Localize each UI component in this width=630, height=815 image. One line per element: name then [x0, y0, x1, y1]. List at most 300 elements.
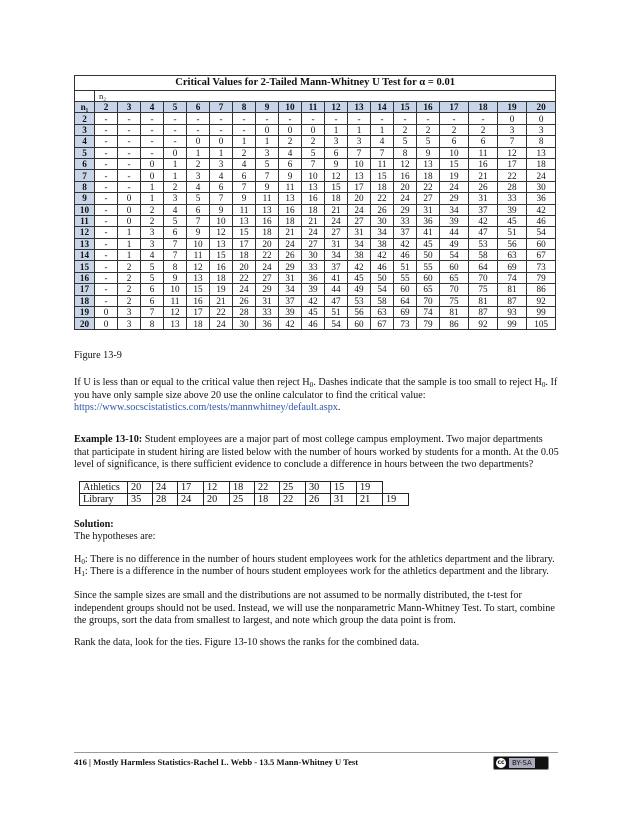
table-cell: 33 — [256, 307, 279, 318]
table-cell: - — [118, 181, 141, 192]
table-cell: - — [417, 113, 440, 124]
table-cell: 36 — [417, 215, 440, 226]
table-cell: 1 — [118, 238, 141, 249]
table-cell: - — [95, 284, 118, 295]
table-cell: 42 — [279, 318, 302, 329]
table-cell: 3 — [210, 158, 233, 169]
table-cell: - — [95, 272, 118, 283]
column-header: 17 — [440, 102, 469, 113]
table-cell: 15 — [187, 284, 210, 295]
table-cell: 31 — [279, 272, 302, 283]
table-cell: - — [233, 113, 256, 124]
table-cell: 20 — [348, 193, 371, 204]
hours-data-table — [79, 481, 409, 506]
table-cell: 2 — [164, 181, 187, 192]
table-cell: 7 — [164, 250, 187, 261]
table-cell: 21 — [469, 170, 498, 181]
table-cell: 9 — [279, 170, 302, 181]
table-cell: 13 — [233, 215, 256, 226]
table-cell: 65 — [417, 284, 440, 295]
table-cell: 29 — [440, 193, 469, 204]
table-cell: 54 — [325, 318, 348, 329]
table-cell: 3 — [141, 227, 164, 238]
column-header: 6 — [187, 102, 210, 113]
table-cell: 4 — [279, 147, 302, 158]
table-cell: 46 — [371, 261, 394, 272]
table-cell: 64 — [394, 295, 417, 306]
table-cell: 87 — [469, 307, 498, 318]
table-cell: 26 — [233, 295, 256, 306]
table-cell: 37 — [325, 261, 348, 272]
table-cell: 6 — [210, 181, 233, 192]
table-cell: 3 — [164, 193, 187, 204]
table-cell: 42 — [527, 204, 556, 215]
table-cell: 12 — [187, 261, 210, 272]
row-header: 12 — [75, 227, 95, 238]
table-cell: - — [95, 204, 118, 215]
table-cell: 5 — [141, 261, 164, 272]
row-header: 20 — [75, 318, 95, 329]
table-cell: - — [95, 261, 118, 272]
table-cell: 3 — [141, 238, 164, 249]
alternative-hypothesis: $H_1$: There is a difference in the number of hours student employees work for the athletics department and the library. — [74, 566, 549, 578]
table-cell: 3 — [498, 124, 527, 135]
table-cell: 42 — [348, 261, 371, 272]
column-header: 5 — [164, 102, 187, 113]
table-row — [75, 318, 556, 329]
table-cell: 53 — [469, 238, 498, 249]
table-row — [75, 170, 556, 181]
table-cell: 9 — [417, 147, 440, 158]
row-header: 19 — [75, 307, 95, 318]
table-cell: 7 — [348, 147, 371, 158]
table-cell: - — [118, 170, 141, 181]
table-cell: 11 — [371, 158, 394, 169]
table-cell: 1 — [118, 250, 141, 261]
table-cell: 18 — [371, 181, 394, 192]
table-cell: - — [95, 295, 118, 306]
table-cell: 20 — [256, 238, 279, 249]
table-cell: 13 — [256, 204, 279, 215]
table-cell: 1 — [256, 136, 279, 147]
column-header: 10 — [279, 102, 302, 113]
table-cell: 36 — [302, 272, 325, 283]
table-cell: 1 — [210, 147, 233, 158]
library-value: 31 — [331, 494, 357, 506]
column-header: 9 — [256, 102, 279, 113]
table-cell: 21 — [279, 227, 302, 238]
table-cell: 21 — [325, 204, 348, 215]
table-cell: 9 — [164, 272, 187, 283]
table-cell: 10 — [187, 238, 210, 249]
table-cell: 7 — [210, 193, 233, 204]
table-cell: 4 — [210, 170, 233, 181]
table-cell: 60 — [394, 284, 417, 295]
table-cell: 2 — [440, 124, 469, 135]
table-cell: - — [394, 113, 417, 124]
table-cell: 12 — [394, 158, 417, 169]
table-cell: 6 — [325, 147, 348, 158]
table-cell: 30 — [233, 318, 256, 329]
table-cell: 18 — [187, 318, 210, 329]
table-cell: 22 — [210, 307, 233, 318]
table-cell: 0 — [527, 113, 556, 124]
row-header: 14 — [75, 250, 95, 261]
table-cell: 18 — [302, 204, 325, 215]
table-cell: 1 — [348, 124, 371, 135]
table-cell: - — [95, 124, 118, 135]
table-cell: 60 — [417, 272, 440, 283]
table-cell: 51 — [325, 307, 348, 318]
table-cell: 15 — [233, 227, 256, 238]
table-cell: 79 — [527, 272, 556, 283]
row-header: 9 — [75, 193, 95, 204]
table-cell: 12 — [210, 227, 233, 238]
table-row — [75, 261, 556, 272]
table-cell: 18 — [325, 193, 348, 204]
library-value: 20 — [204, 494, 230, 506]
table-cell: 56 — [498, 238, 527, 249]
table-cell: 64 — [469, 261, 498, 272]
athletics-value: 19 — [357, 482, 383, 494]
athletics-row — [80, 482, 409, 494]
table-cell: 26 — [371, 204, 394, 215]
table-cell: - — [187, 124, 210, 135]
table-cell: 69 — [498, 261, 527, 272]
table-cell: 7 — [187, 215, 210, 226]
table-cell: 31 — [469, 193, 498, 204]
table-cell: 3 — [348, 136, 371, 147]
row-header: 13 — [75, 238, 95, 249]
table-cell: 50 — [371, 272, 394, 283]
table-cell: 0 — [118, 204, 141, 215]
table-cell: 28 — [233, 307, 256, 318]
table-cell: - — [233, 124, 256, 135]
table-cell: 7 — [164, 238, 187, 249]
table-cell: 10 — [210, 215, 233, 226]
table-cell: 2 — [118, 284, 141, 295]
table-row — [75, 284, 556, 295]
table-cell: 70 — [417, 295, 440, 306]
table-cell: 5 — [141, 272, 164, 283]
table-cell: 0 — [95, 307, 118, 318]
table-cell: 24 — [210, 318, 233, 329]
table-cell: 9 — [325, 158, 348, 169]
table-cell: 0 — [210, 136, 233, 147]
example-paragraph: Example 13-10: Student employees are a major part of most college campus employment. Two major departments that participate in student hiring are listed below with the number of hours worked by students for a month. At the 0.05 level of significance, is there sufficient evidence to conclude a difference in hours between the two departments? — [74, 434, 559, 471]
table-cell: 6 — [440, 136, 469, 147]
table-cell: 4 — [187, 181, 210, 192]
table-cell: 49 — [348, 284, 371, 295]
table-cell: 75 — [469, 284, 498, 295]
table-cell: 3 — [325, 136, 348, 147]
row-header: 4 — [75, 136, 95, 147]
table-cell: 16 — [302, 193, 325, 204]
row-header: 10 — [75, 204, 95, 215]
row-header: 17 — [75, 284, 95, 295]
table-cell: 0 — [279, 124, 302, 135]
library-value: 19 — [383, 494, 409, 506]
table-cell: 9 — [256, 181, 279, 192]
table-cell: 60 — [440, 261, 469, 272]
column-header: 14 — [371, 102, 394, 113]
table-cell: 31 — [325, 238, 348, 249]
table-cell: 17 — [498, 158, 527, 169]
table-cell: 20 — [394, 181, 417, 192]
table-row — [75, 124, 556, 135]
table-cell: 8 — [527, 136, 556, 147]
table-row — [75, 147, 556, 158]
table-cell: - — [95, 170, 118, 181]
row-header: 11 — [75, 215, 95, 226]
table-cell: 60 — [348, 318, 371, 329]
table-cell: - — [118, 136, 141, 147]
table-cell: 99 — [527, 307, 556, 318]
table-cell: - — [118, 158, 141, 169]
table-cell: 3 — [256, 147, 279, 158]
figure-caption: Figure 13-9 — [74, 350, 122, 361]
table-cell: - — [141, 113, 164, 124]
table-cell: 75 — [440, 295, 469, 306]
table-cell: 34 — [348, 238, 371, 249]
table-cell: 37 — [394, 227, 417, 238]
table-cell: 1 — [141, 181, 164, 192]
n2-label: n₂ — [95, 91, 556, 102]
table-row — [75, 272, 556, 283]
table-cell: 21 — [302, 215, 325, 226]
table-cell: 58 — [469, 250, 498, 261]
table-cell: 1 — [164, 170, 187, 181]
table-cell: 6 — [279, 158, 302, 169]
table-cell: 27 — [302, 238, 325, 249]
table-cell: 2 — [279, 136, 302, 147]
table-cell: 93 — [498, 307, 527, 318]
table-cell: 1 — [118, 227, 141, 238]
calculator-link[interactable]: https://www.socscistatistics.com/tests/mannwhitney/default.aspx — [74, 402, 338, 414]
table-cell: 27 — [256, 272, 279, 283]
table-cell: 4 — [371, 136, 394, 147]
table-cell: 47 — [325, 295, 348, 306]
table-cell: 74 — [417, 307, 440, 318]
table-cell: 55 — [394, 272, 417, 283]
table-cell: 33 — [498, 193, 527, 204]
table-cell: 7 — [302, 158, 325, 169]
table-cell: 15 — [440, 158, 469, 169]
table-cell: 34 — [371, 227, 394, 238]
table-row — [75, 181, 556, 192]
table-cell: 10 — [164, 284, 187, 295]
table-cell: 2 — [394, 124, 417, 135]
method-paragraph: Since the sample sizes are small and the distributions are not assumed to be normally distributed, the t-test for independent groups should not be used. Instead, we will use the nonparametric Mann-Whitney Test. To start, combine the groups, sort the data from smallest to largest, and note which group the data point is from. — [74, 590, 555, 627]
table-cell: 6 — [233, 170, 256, 181]
table-cell: 22 — [371, 193, 394, 204]
table-cell: 10 — [302, 170, 325, 181]
table-cell: - — [95, 113, 118, 124]
table-cell: 13 — [164, 318, 187, 329]
table-cell: 24 — [256, 261, 279, 272]
table-cell: 86 — [527, 284, 556, 295]
null-hypothesis: $H_0$: There is no difference in the number of hours student employees work for the athletics department and the library. — [74, 554, 555, 566]
table-cell: 41 — [417, 227, 440, 238]
table-cell: 41 — [325, 272, 348, 283]
table-cell: 13 — [187, 272, 210, 283]
table-row — [75, 250, 556, 261]
table-cell: 31 — [256, 295, 279, 306]
table-cell: 17 — [187, 307, 210, 318]
table-cell: 19 — [210, 284, 233, 295]
table-cell: 8 — [394, 147, 417, 158]
table-cell: 105 — [527, 318, 556, 329]
table-cell: 51 — [498, 227, 527, 238]
table-cell: 34 — [440, 204, 469, 215]
table-cell: 50 — [417, 250, 440, 261]
table-cell: - — [95, 238, 118, 249]
table-cell: 30 — [302, 250, 325, 261]
table-cell: 39 — [498, 204, 527, 215]
table-cell: 0 — [141, 170, 164, 181]
table-cell: 0 — [498, 113, 527, 124]
table-cell: 39 — [440, 215, 469, 226]
table-cell: - — [279, 113, 302, 124]
athletics-value: 18 — [230, 482, 255, 494]
table-cell: 9 — [210, 204, 233, 215]
creative-commons-icon: cc — [497, 759, 505, 766]
table-cell: 7 — [233, 181, 256, 192]
table-cell: 56 — [348, 307, 371, 318]
table-cell: 0 — [118, 215, 141, 226]
table-row — [75, 227, 556, 238]
athletics-value: 24 — [153, 482, 178, 494]
cc-by-sa-badge[interactable] — [493, 756, 549, 770]
table-cell: - — [95, 158, 118, 169]
table-cell: 13 — [210, 238, 233, 249]
table-cell: 6 — [141, 295, 164, 306]
table-cell: 6 — [187, 204, 210, 215]
table-cell: 45 — [302, 307, 325, 318]
table-row — [75, 113, 556, 124]
column-header: 4 — [141, 102, 164, 113]
table-cell: 7 — [498, 136, 527, 147]
table-cell: 39 — [279, 307, 302, 318]
table-cell: 2 — [187, 158, 210, 169]
table-cell: 81 — [440, 307, 469, 318]
table-cell: 22 — [498, 170, 527, 181]
table-cell: 37 — [279, 295, 302, 306]
row-header: 5 — [75, 147, 95, 158]
table-cell: 49 — [440, 238, 469, 249]
table-cell: 11 — [279, 181, 302, 192]
table-cell: 34 — [279, 284, 302, 295]
table-cell: 9 — [233, 193, 256, 204]
table-cell: 16 — [187, 295, 210, 306]
table-cell: 2 — [233, 147, 256, 158]
rank-paragraph: Rank the data, look for the ties. Figure 13-10 shows the ranks for the combined data. — [74, 637, 420, 648]
table-cell: 2 — [302, 136, 325, 147]
table-cell: - — [440, 113, 469, 124]
column-header: 3 — [118, 102, 141, 113]
library-value: 24 — [178, 494, 204, 506]
table-cell: 16 — [279, 204, 302, 215]
table-cell: 3 — [187, 170, 210, 181]
table-cell: - — [95, 181, 118, 192]
column-header: 12 — [325, 102, 348, 113]
table-cell: 9 — [187, 227, 210, 238]
library-row — [80, 494, 409, 506]
library-label: Library — [80, 494, 128, 506]
library-value: 18 — [255, 494, 280, 506]
table-cell: 10 — [440, 147, 469, 158]
table-cell: - — [164, 113, 187, 124]
table-cell: 2 — [118, 295, 141, 306]
table-cell: 38 — [348, 250, 371, 261]
table-cell: 11 — [187, 250, 210, 261]
table-title: Critical Values for 2-Tailed Mann-Whitney U Test for α = 0.01 — [75, 76, 556, 91]
column-header: 8 — [233, 102, 256, 113]
table-cell: 27 — [325, 227, 348, 238]
table-cell: 13 — [527, 147, 556, 158]
table-cell: 29 — [394, 204, 417, 215]
table-cell: 87 — [498, 295, 527, 306]
table-row — [75, 136, 556, 147]
table-row — [75, 204, 556, 215]
table-cell: 33 — [302, 261, 325, 272]
table-cell: 1 — [141, 193, 164, 204]
table-cell: - — [141, 147, 164, 158]
license-label: BY-SA — [509, 758, 535, 768]
table-cell: 30 — [527, 181, 556, 192]
table-cell: 13 — [302, 181, 325, 192]
table-cell: 1 — [164, 158, 187, 169]
row-header: 6 — [75, 158, 95, 169]
row-header: 18 — [75, 295, 95, 306]
table-cell: 19 — [440, 170, 469, 181]
table-cell: 27 — [417, 193, 440, 204]
table-cell: 42 — [371, 250, 394, 261]
athletics-value: 20 — [128, 482, 153, 494]
table-cell: 5 — [394, 136, 417, 147]
table-cell: 15 — [371, 170, 394, 181]
table-cell: 18 — [256, 227, 279, 238]
table-cell: 0 — [187, 136, 210, 147]
table-cell: 7 — [141, 307, 164, 318]
table-cell: 22 — [256, 250, 279, 261]
table-cell: 13 — [348, 170, 371, 181]
table-cell: 7 — [256, 170, 279, 181]
table-row — [75, 307, 556, 318]
hypotheses-intro: The hypotheses are: — [74, 531, 156, 542]
table-cell: 26 — [279, 250, 302, 261]
table-cell: 2 — [417, 124, 440, 135]
table-cell: 45 — [498, 215, 527, 226]
table-cell: 11 — [164, 295, 187, 306]
table-cell: 67 — [527, 250, 556, 261]
table-cell: 42 — [469, 215, 498, 226]
table-cell: - — [348, 113, 371, 124]
table-cell: - — [95, 193, 118, 204]
library-value: 28 — [153, 494, 178, 506]
table-cell: 18 — [279, 215, 302, 226]
column-header: 11 — [302, 102, 325, 113]
table-cell: 51 — [394, 261, 417, 272]
row-header: 16 — [75, 272, 95, 283]
table-cell: 11 — [256, 193, 279, 204]
table-cell: 46 — [302, 318, 325, 329]
row-header: 3 — [75, 124, 95, 135]
table-cell: - — [256, 113, 279, 124]
table-cell: 3 — [527, 124, 556, 135]
table-cell: 53 — [348, 295, 371, 306]
table-cell: 17 — [233, 238, 256, 249]
